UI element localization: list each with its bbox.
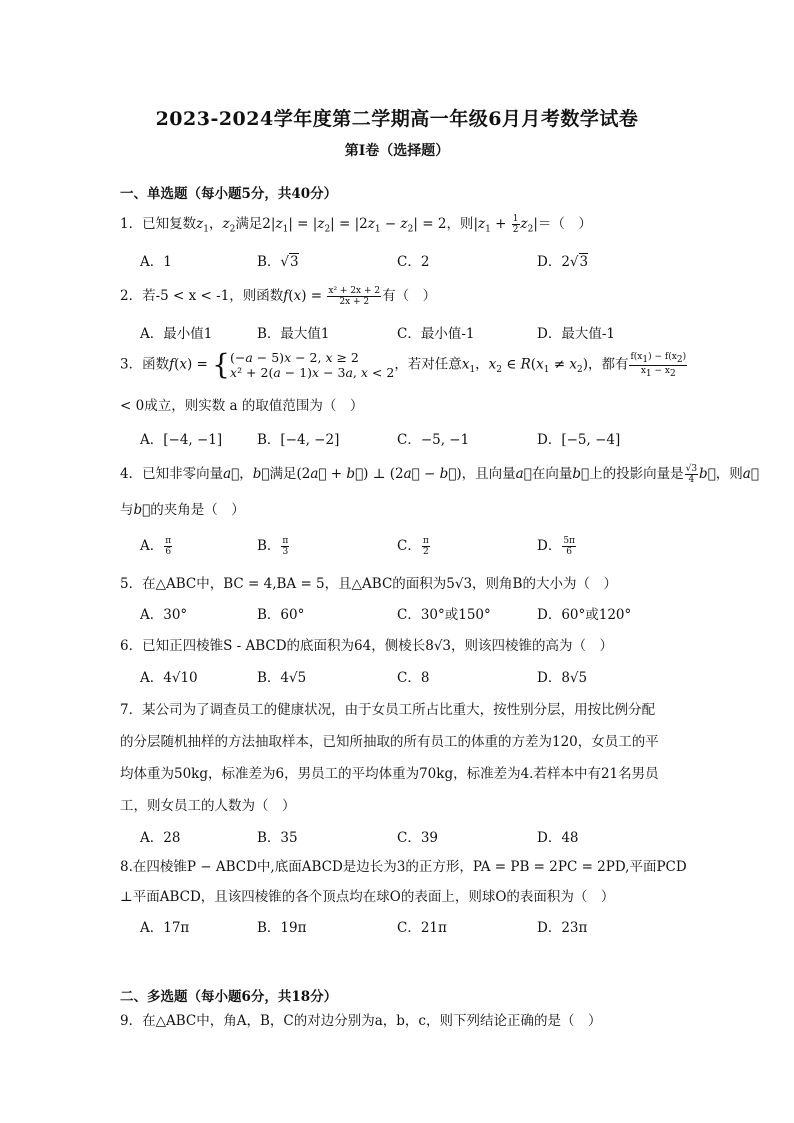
option-7d: D．48 bbox=[537, 830, 579, 846]
option-6d: D．8√5 bbox=[537, 670, 588, 686]
question-7-line-3: 均体重为50kg，标准差为6，男员工的平均体重为70kg，标准差为4.若样本中有21名男员 bbox=[120, 766, 659, 782]
option-7a: A．28 bbox=[140, 830, 181, 846]
option-1c: C．2 bbox=[397, 254, 430, 270]
question-7-line-1: 7．某公司为了调查员工的健康状况，由于女员工所占比重大，按性别分层，用按比例分配 bbox=[120, 702, 656, 718]
question-4-cont: 与b⃗的夹角是（ ） bbox=[120, 502, 245, 518]
option-5b: B．60° bbox=[257, 607, 305, 623]
option-3a: A．[−4, −1] bbox=[140, 432, 223, 448]
option-4d: D． $\frac{5\pi}{6}$ bbox=[537, 536, 575, 557]
option-7b: B．35 bbox=[257, 830, 298, 846]
option-4c: C． $\frac{\pi}{2}$ bbox=[397, 536, 429, 557]
option-3c: C．−5, −1 bbox=[397, 432, 470, 448]
option-6b: B．4√5 bbox=[257, 670, 307, 686]
option-5d: D．60°或120° bbox=[537, 607, 632, 623]
page-subtitle: 第I卷（选择题） bbox=[344, 143, 450, 159]
question-8-line-2: ⊥平面ABCD，且该四棱锥的各个顶点均在球O的表面上，则球O的表面积为（ ） bbox=[120, 889, 615, 905]
option-6a: A．4√10 bbox=[140, 670, 198, 686]
question-3-cont: < 0成立，则实数 a 的取值范围为（ ） bbox=[120, 398, 364, 414]
question-5: 5．在△ABC中，BC = 4,BA = 5，且△ABC的面积为5√3，则角B的大小为（ ） bbox=[120, 576, 617, 592]
section-heading-single-choice: 一、单选题（每小题5分，共40分） bbox=[120, 186, 338, 202]
option-4b: B． $\frac{\pi}{3}$ bbox=[257, 536, 289, 557]
option-7c: C．39 bbox=[397, 830, 439, 846]
section-heading-multiple-choice: 二、多选题（每小题6分，共18分） bbox=[120, 989, 338, 1005]
question-2: 2．若-5 < x < -1，则函数f(x) = $\frac{\text{x² + 2x + 2}}{2x + 2}$ 有（ ） bbox=[120, 286, 437, 307]
question-7-line-2: 的分层随机抽样的方法抽取样本，已知所抽取的所有员工的体重的方差为120，女员工的平 bbox=[120, 734, 659, 750]
question-6: 6．已知正四棱锥S - ABCD的底面积为64，侧棱长8√3，则该四棱锥的高为（ ） bbox=[120, 638, 614, 654]
page-title: 2023-2024学年度第二学期高一年级6月月考数学试卷 bbox=[155, 108, 639, 130]
question-3: 3．函数f(x) = {(−a − 5)x − 2, x ≥ 2 x² + 2(a − 1)x − 3a, x < 2，若对任意$x_1$，$x_2$ ∈ $R(x_1 \ne x_2)$，都有 $\frac{f(x_1) - f(x_2)}{x_1 - x_2}$ bbox=[120, 348, 687, 381]
option-2b: B．最大值1 bbox=[257, 326, 330, 342]
option-2a: A．最小值1 bbox=[140, 326, 213, 342]
option-1a: A．1 bbox=[140, 254, 172, 270]
question-9: 9．在△ABC中，角A，B，C的对边分别为a，b，c，则下列结论正确的是（ ） bbox=[120, 1013, 602, 1029]
option-2c: C．最小值-1 bbox=[397, 326, 475, 342]
option-5c: C．30°或150° bbox=[397, 607, 491, 623]
option-8c: C．21π bbox=[397, 920, 447, 936]
option-6c: C．8 bbox=[397, 670, 430, 686]
option-8b: B．19π bbox=[257, 920, 307, 936]
question-8-line-1: 8.在四棱锥P − ABCD中,底面ABCD是边长为3的正方形，PA = PB = 2PC = 2PD,平面PCD bbox=[120, 859, 687, 875]
option-5a: A．30° bbox=[140, 607, 188, 623]
option-1d: D．2√3 bbox=[537, 254, 589, 270]
option-3d: D．[−5, −4] bbox=[537, 432, 621, 448]
option-3b: B．[−4, −2] bbox=[257, 432, 340, 448]
option-8a: A．17π bbox=[140, 920, 190, 936]
option-8d: D．23π bbox=[537, 920, 588, 936]
option-2d: D．最大值-1 bbox=[537, 326, 615, 342]
question-1: 1．已知复数$z_1$，$z_2$满足$2|z_1| = |z_2| = |2z_1 - z_2| = 2$，则$|z_1$ + $\frac{1}{2}$ $z_2|=$（ ） bbox=[120, 214, 592, 235]
option-1b: B．√3 bbox=[257, 254, 299, 270]
question-7-line-4: 工，则女员工的人数为（ ） bbox=[120, 798, 296, 814]
option-4a: A． $\frac{\pi}{6}$ bbox=[140, 536, 172, 557]
question-4: 4．已知非零向量a⃗，b⃗满足(2a⃗ + b⃗) ⊥ (2a⃗ − b⃗)，且向量a⃗在向量b⃗上的投影向量是 $\frac{√3}{4}$ b⃗，则a⃗ bbox=[120, 464, 759, 485]
